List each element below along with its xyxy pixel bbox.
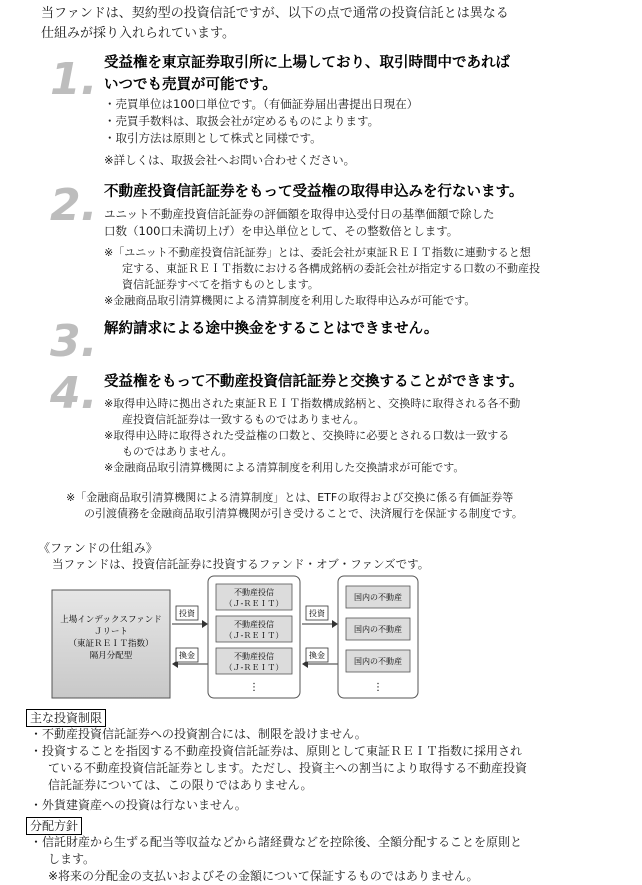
svg-text:（Ｊ-ＲＥＩＴ）: （Ｊ-ＲＥＩＴ） xyxy=(224,599,284,608)
fund-box-line-2: Ｊリート xyxy=(93,627,129,637)
fund-structure-diagram xyxy=(40,572,600,702)
list-item: ・投資することを指図する不動産投資信託証券は、原則として東証ＲＥＩＴ指数に採用され xyxy=(30,744,523,758)
list-item: ・取引方法は原則として株式と同様です。 xyxy=(104,131,322,145)
structure-title: 《ファンドの仕組み》 xyxy=(38,541,158,555)
arrow-invest-2-label: 投資 xyxy=(309,609,325,618)
restrictions-label: 主な投資制限 xyxy=(26,709,106,727)
svg-text:国内の不動産: 国内の不動産 xyxy=(354,625,402,634)
reit-box-2 xyxy=(216,616,292,642)
clearing-note: ※「金融商品取引清算機関による清算制度」とは、ETFの取得および交換に係る有価証券等 の引渡債務を金融商品取引清算機関が引き受けることで、決済履行を保証する制度です。 xyxy=(66,491,523,520)
point-2-heading: 不動産投資信託証券をもって受益権の取得申込みを行ないます。 xyxy=(104,184,524,200)
fund-box-line-3: （東証ＲＥＩＴ指数） xyxy=(68,639,154,649)
reit-ellipsis: ⋮ xyxy=(249,682,259,693)
domestic-box-3 xyxy=(346,650,410,672)
restrictions-list: ・不動産投資信託証券への投資割合には、制限を設けません。 ・投資することを指図する不動産投資信託証券は、原則として東証ＲＥＩＴ指数に採用され ている不動産投資信託証券とします。ただし、投資主への割当により取得する不動産投資 信託証券については、この限りではありません。 ・外貨建資産への投資は行ないません。 xyxy=(30,726,630,814)
arrow-invest-2-head xyxy=(332,620,338,628)
list-item: ・不動産投資信託証券への投資割合には、制限を設けません。 xyxy=(30,727,367,741)
point-3-heading: 解約請求による途中換金をすることはできません。 xyxy=(104,321,439,337)
arrow-invest-1-head xyxy=(202,620,208,628)
domestic-box-2 xyxy=(346,618,410,640)
point-number-1: 1. xyxy=(50,54,98,105)
arrow-exchange-2-label: 換金 xyxy=(309,651,325,660)
distribution-label: 分配方針 xyxy=(26,817,82,835)
point-number-4: 4. xyxy=(50,368,98,419)
list-item: ・売買手数料は、取扱会社が定めるものによります。 xyxy=(104,114,380,128)
svg-text:（Ｊ-ＲＥＩＴ）: （Ｊ-ＲＥＩＴ） xyxy=(224,663,284,672)
point-2-notes: ※「ユニット不動産投資信託証券」とは、委託会社が東証ＲＥＩＴ指数に連動すると想 定する、東証ＲＥＩＴ指数における各構成銘柄の委託会社が指定する口数の不動産投 資信託証券すべてを指すものとします。 ※金融商品取引清算機関による清算制度を利用した取得申込みが可能です。 xyxy=(104,246,540,307)
point-2-body: ユニット不動産投資信託証券の評価額を取得申込受付日の基準価額で除した 口数（100口未満切上げ）を申込単位として、その整数倍とします。 xyxy=(104,207,495,238)
svg-text:不動産投信: 不動産投信 xyxy=(234,652,274,661)
point-4-notes: ※取得申込時に拠出された東証ＲＥＩＴ指数構成銘柄と、交換時に取得される各不動 産投資信託証券は一致するものではありません。 ※取得申込時に取得された受益権の口数と、交換時に必要とされる口数は一致する ものではありません。 ※金融商品取引清算機関による清算制度を利用した交換請求が可能です。 xyxy=(104,397,521,474)
svg-text:不動産投信: 不動産投信 xyxy=(234,620,274,629)
fund-box-line-4: 隔月分配型 xyxy=(89,651,133,661)
point-number-3: 3. xyxy=(50,316,98,367)
intro-text: 当ファンドは、契約型の投資信託ですが、以下の点で通常の投資信託とは異なる 仕組みが採り入れられています。 xyxy=(41,6,509,41)
distribution-note: ※将来の分配金の支払いおよびその金額について保証するものではありません。 xyxy=(48,869,479,883)
point-4-heading: 受益権をもって不動産投資信託証券と交換することができます。 xyxy=(104,374,524,390)
reit-box-3 xyxy=(216,648,292,674)
svg-text:不動産投信: 不動産投信 xyxy=(234,588,274,597)
point-1-heading: 受益権を東京証券取引所に上場しており、取引時間中であれば いつでも売買が可能です。 xyxy=(104,55,510,93)
point-1-bullets xyxy=(104,96,624,169)
structure-subtitle: 当ファンドは、投資信託証券に投資するファンド・オブ・ファンズです。 xyxy=(52,557,430,571)
fund-box-line-1: 上場インデックスファンド xyxy=(60,615,162,625)
reit-box-1 xyxy=(216,584,292,610)
svg-text:（Ｊ-ＲＥＩＴ）: （Ｊ-ＲＥＩＴ） xyxy=(224,631,284,640)
list-item: ・外貨建資産への投資は行ないません。 xyxy=(30,798,247,812)
distribution-section xyxy=(26,815,82,835)
arrow-invest-1-label: 投資 xyxy=(179,609,195,618)
distribution-list: ・信託財産から生ずる配当等収益などから諸経費などを控除後、全額分配することを原則と します。 ※将来の分配金の支払いおよびその金額について保証するものではありません。 xyxy=(30,834,630,885)
svg-text:国内の不動産: 国内の不動産 xyxy=(354,657,402,666)
list-item: ・売買単位は100口単位です。（有価証券届出書提出日現在） xyxy=(104,97,419,111)
point-1-note: ※詳しくは、取扱会社へお問い合わせください。 xyxy=(104,153,356,167)
domestic-ellipsis: ⋮ xyxy=(373,682,383,693)
restrictions-section xyxy=(26,707,106,727)
svg-text:国内の不動産: 国内の不動産 xyxy=(354,593,402,602)
point-number-2: 2. xyxy=(50,180,98,231)
list-item: ・信託財産から生ずる配当等収益などから諸経費などを控除後、全額分配することを原則と xyxy=(30,835,523,849)
domestic-box-1 xyxy=(346,586,410,608)
arrow-exchange-1-label: 換金 xyxy=(179,651,195,660)
